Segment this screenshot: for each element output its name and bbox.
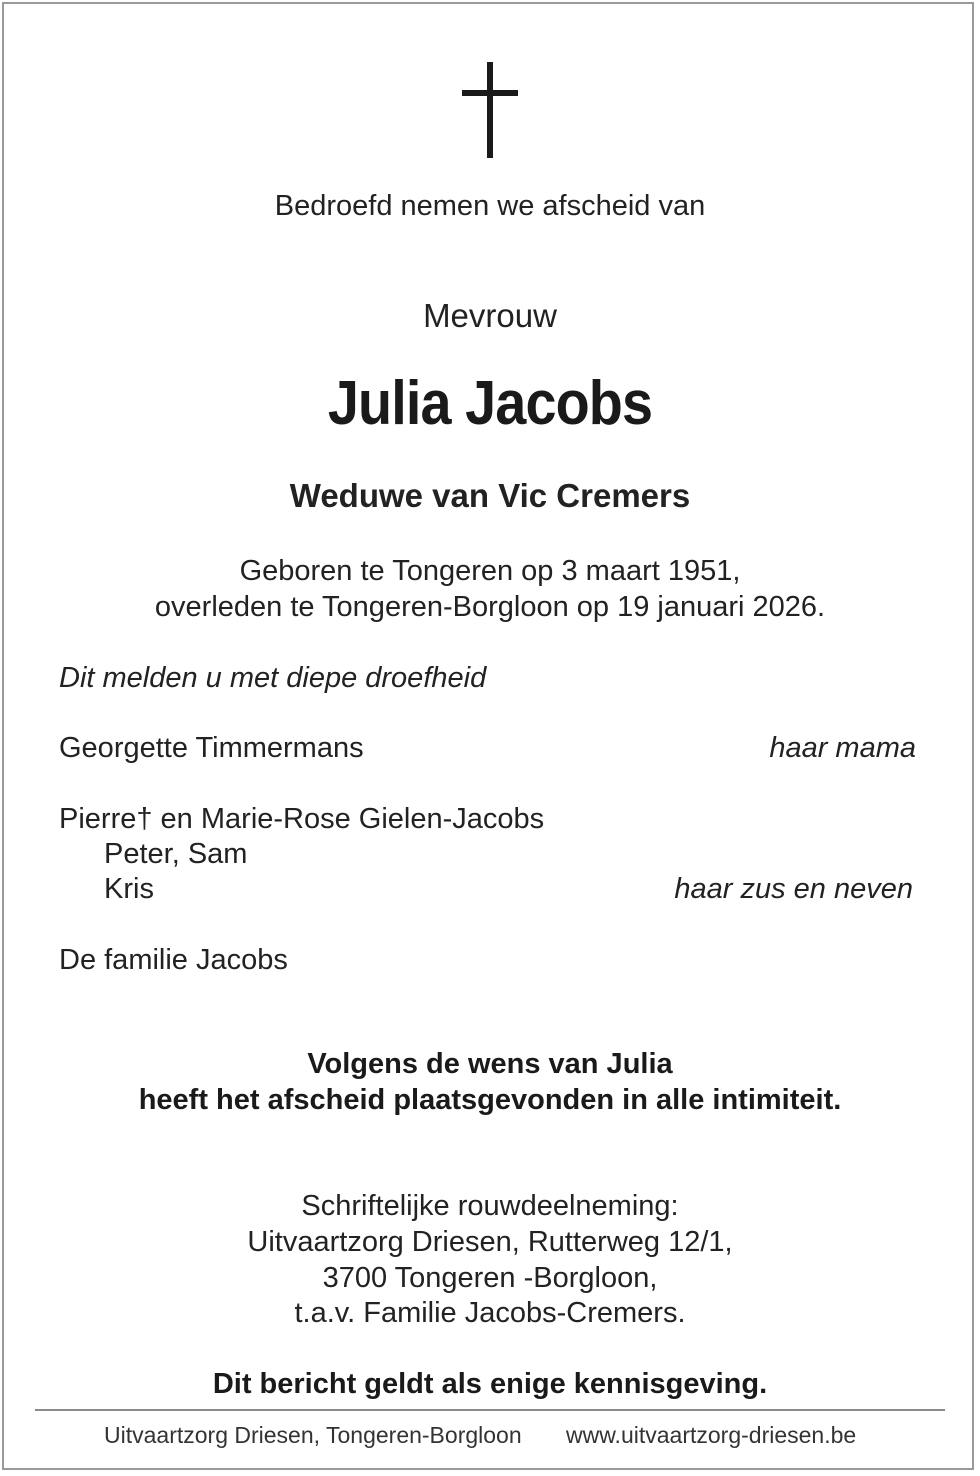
birth-line: Geboren te Tongeren op 3 maart 1951, (239, 555, 741, 587)
deceased-cross-icon: † (136, 803, 153, 835)
closing-notice: Dit bericht geldt als enige kennisgeving. (212, 1368, 768, 1400)
deceased-name: Julia Jacobs (327, 369, 653, 438)
death-line: overleden te Tongeren-Borgloon op 19 januari 2026. (154, 591, 826, 623)
widow-of: Weduwe van Vic Cremers (289, 477, 691, 514)
intro-text: Bedroefd nemen we afscheid van (274, 190, 706, 222)
sister-line (59, 801, 544, 837)
nephews-line-2: Kris (104, 873, 154, 905)
condolence-line-1: Schriftelijke rouwdeelneming: (301, 1190, 679, 1222)
condolence-line-3: 3700 Tongeren -Borgloon, (322, 1262, 658, 1294)
sister-names: en Marie-Rose Gielen-Jacobs (152, 803, 545, 835)
footer-divider (35, 1409, 945, 1411)
condolence-line-4: t.a.v. Familie Jacobs-Cremers. (294, 1297, 686, 1329)
cross-icon (462, 62, 518, 158)
honorific: Mevrouw (423, 297, 557, 334)
condolence-line-2: Uitvaartzorg Driesen, Rutterweg 12/1, (247, 1226, 733, 1258)
sister-deceased-partner: Pierre (59, 803, 137, 835)
wish-line-1: Volgens de wens van Julia (307, 1048, 673, 1080)
wish-line-2: heeft het afscheid plaatsgevonden in alle intimiteit. (138, 1084, 842, 1116)
family-line: De familie Jacobs (59, 944, 288, 976)
footer-website[interactable]: www.uitvaartzorg-driesen.be (566, 1422, 857, 1448)
announce-line: Dit melden u met diepe droefheid (59, 662, 487, 694)
sister-relation: haar zus en neven (674, 873, 913, 905)
nephews-line-1: Peter, Sam (104, 838, 248, 870)
mother-name: Georgette Timmermans (59, 732, 364, 764)
footer-company: Uitvaartzorg Driesen, Tongeren-Borgloon (104, 1422, 522, 1448)
mother-relation: haar mama (769, 732, 916, 764)
